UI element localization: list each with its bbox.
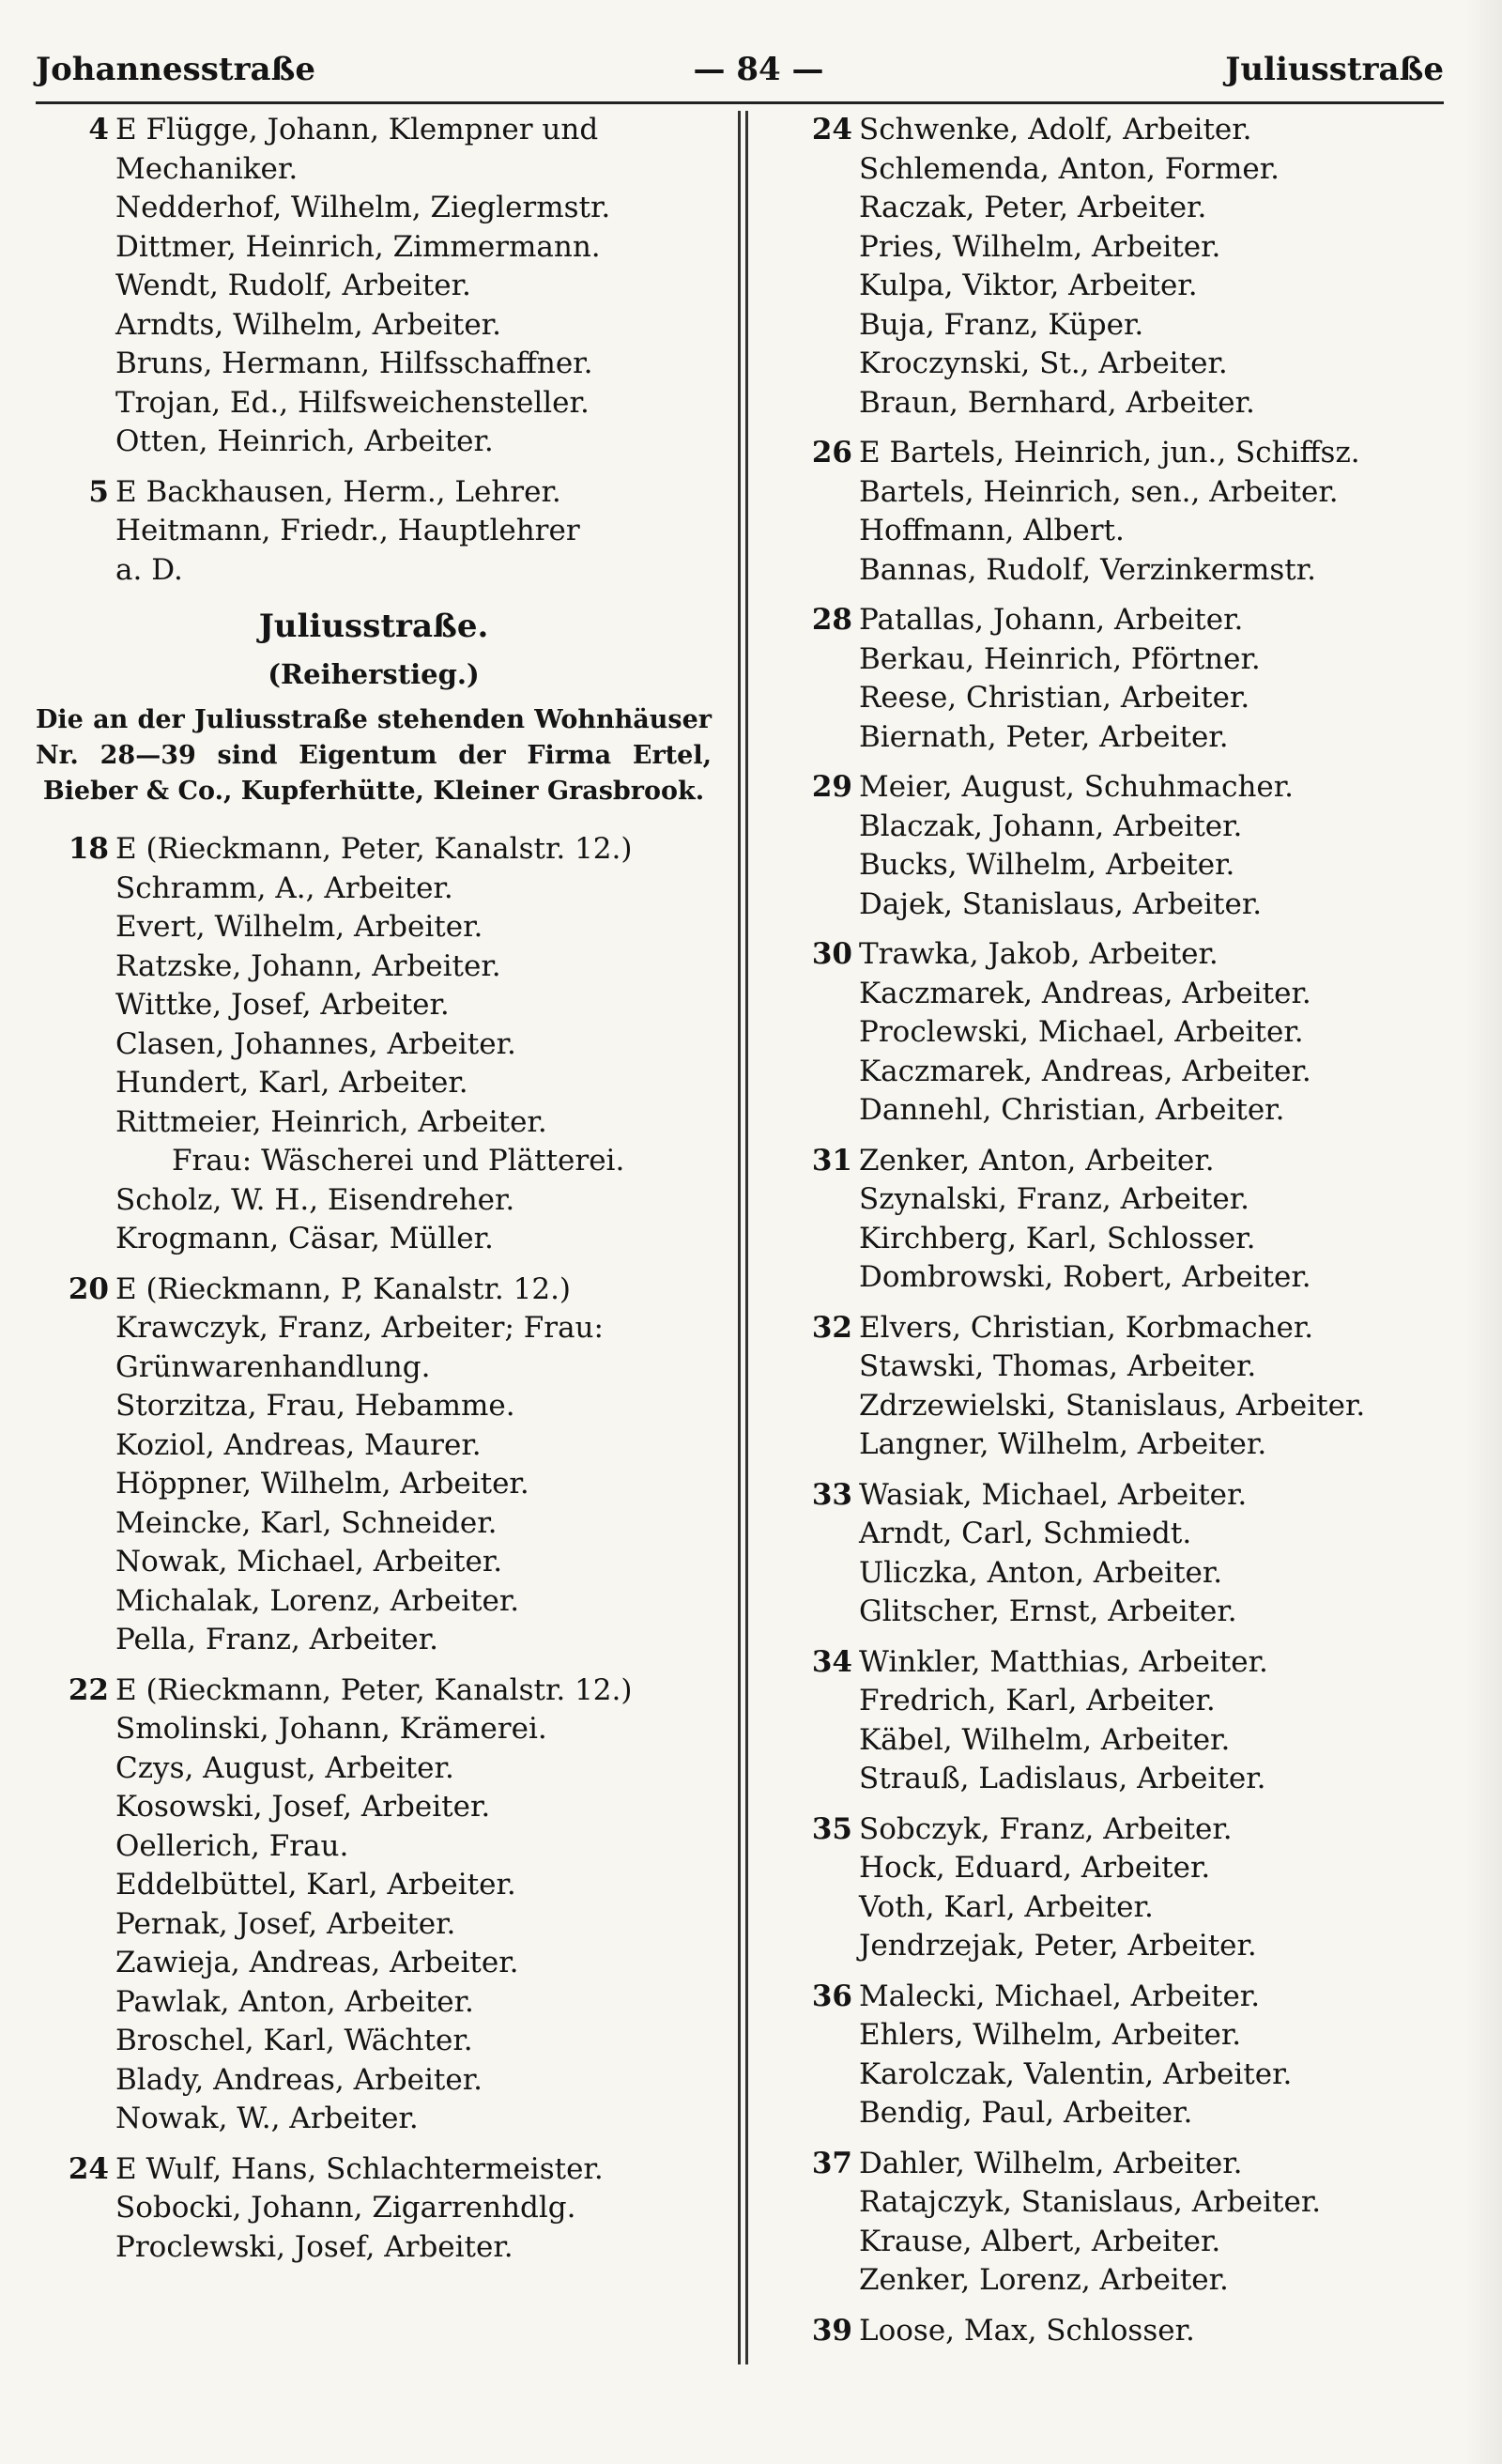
resident-line — [779, 1554, 1455, 1594]
resident-line — [36, 1710, 712, 1749]
resident-text: Jendrzejak, Peter, Arbeiter. — [859, 1929, 1257, 1963]
column-divider — [745, 111, 748, 2364]
resident-text: Dombrowski, Robert, Arbeiter. — [859, 1260, 1311, 1294]
resident-line — [36, 384, 712, 424]
resident-line — [779, 345, 1455, 384]
resident-text: Ratajczyk, Stanislaus, Arbeiter. — [859, 2185, 1322, 2219]
resident-text: Evert, Wilhelm, Arbeiter. — [115, 910, 483, 944]
resident-text: Dannehl, Christian, Arbeiter. — [859, 1093, 1285, 1127]
resident-line — [779, 2183, 1455, 2223]
resident-line — [779, 1180, 1455, 1220]
resident-line — [36, 1142, 712, 1181]
house-number: 20 — [68, 1271, 109, 1306]
resident-text: Schramm, A., Arbeiter. — [115, 870, 453, 905]
resident-text: Rittmeier, Heinrich, Arbeiter. — [115, 1104, 547, 1139]
resident-line — [36, 150, 712, 190]
street-subtitle: (Reiherstieg.) — [268, 658, 480, 690]
resident-line — [779, 1927, 1455, 1966]
resident-line — [779, 150, 1455, 190]
resident-line — [36, 908, 712, 947]
resident-text: Kroczynski, St., Arbeiter. — [859, 346, 1228, 380]
resident-text: Sobczyk, Franz, Arbeiter. — [859, 1811, 1233, 1846]
resident-text: Wasiak, Michael, Arbeiter. — [859, 1477, 1248, 1512]
column-divider — [738, 111, 741, 2364]
resident-text: E (Rieckmann, Peter, Kanalstr. 12.) — [115, 832, 633, 866]
resident-line — [36, 1543, 712, 1582]
resident-line — [779, 512, 1455, 551]
street-section — [36, 601, 712, 809]
resident-line — [779, 228, 1455, 268]
resident-line — [36, 306, 712, 346]
resident-text: Kaczmarek, Andreas, Arbeiter. — [859, 976, 1311, 1010]
resident-line — [36, 1788, 712, 1827]
resident-line — [779, 1888, 1455, 1928]
resident-line — [779, 975, 1455, 1014]
resident-line — [779, 2223, 1455, 2262]
resident-text: Arndts, Wilhelm, Arbeiter. — [115, 307, 501, 342]
house-number: 36 — [811, 1979, 852, 2013]
resident-text: Ratzske, Johann, Arbeiter. — [115, 948, 501, 983]
resident-text: Nedderhof, Wilhelm, Zieglermstr. — [115, 191, 611, 224]
resident-text: Zenker, Lorenz, Arbeiter. — [859, 2263, 1229, 2297]
house-entry — [36, 2150, 712, 2268]
resident-line — [779, 267, 1455, 306]
resident-text: Scholz, W. H., Eisendreher. — [115, 1182, 515, 1217]
left-entries-top — [36, 111, 712, 590]
resident-text: Trojan, Ed., Hilfsweichensteller. — [115, 385, 590, 420]
resident-line — [36, 1749, 712, 1789]
resident-text: Meier, August, Schuhmacher. — [859, 770, 1295, 804]
resident-line — [36, 2228, 712, 2268]
resident-text: Pries, Wilhelm, Arbeiter. — [859, 229, 1221, 264]
resident-text: Eddelbüttel, Karl, Arbeiter. — [115, 1868, 516, 1902]
resident-text: Michalak, Lorenz, Arbeiter. — [115, 1583, 520, 1618]
resident-text: Stawski, Thomas, Arbeiter. — [859, 1349, 1257, 1383]
resident-text: Sobocki, Johann, Zigarrenhdlg. — [115, 2191, 576, 2225]
resident-text: Proclewski, Michael, Arbeiter. — [859, 1015, 1304, 1049]
entry-first-line — [779, 434, 1455, 473]
entry-first-line — [779, 768, 1455, 808]
right-entries — [779, 111, 1455, 2350]
resident-text: Bartels, Heinrich, sen., Arbeiter. — [859, 474, 1339, 509]
resident-text: Nowak, W., Arbeiter. — [115, 2102, 419, 2135]
resident-text: Wendt, Rudolf, Arbeiter. — [115, 269, 471, 302]
resident-text: Malecki, Michael, Arbeiter. — [859, 1979, 1261, 2013]
entry-first-line — [779, 1810, 1455, 1850]
house-number: 26 — [811, 436, 852, 470]
resident-line — [779, 2056, 1455, 2095]
header-left-street: Johannesstraße — [36, 51, 315, 88]
resident-text: Pawlak, Anton, Arbeiter. — [115, 1984, 474, 2019]
house-number: 37 — [811, 2146, 852, 2180]
resident-line — [36, 1465, 712, 1504]
resident-text: Czys, August, Arbeiter. — [115, 1750, 454, 1785]
resident-text: Ehlers, Wilhelm, Arbeiter. — [859, 2018, 1242, 2052]
house-number: 4 — [88, 113, 109, 146]
resident-text: E Flügge, Johann, Klempner und — [115, 113, 599, 146]
resident-line — [779, 306, 1455, 346]
resident-line — [779, 1721, 1455, 1761]
resident-text: Braun, Bernhard, Arbeiter. — [859, 385, 1255, 420]
resident-line — [779, 640, 1455, 680]
house-number: 31 — [811, 1143, 852, 1178]
entry-first-line — [36, 2150, 712, 2190]
house-number: 30 — [811, 937, 852, 971]
house-entry — [36, 473, 712, 591]
resident-text: Käbel, Wilhelm, Arbeiter. — [859, 1722, 1231, 1757]
resident-text: E (Rieckmann, Peter, Kanalstr. 12.) — [115, 1672, 633, 1707]
resident-line — [779, 1849, 1455, 1888]
resident-text: Krawczyk, Franz, Arbeiter; Frau: — [115, 1311, 604, 1345]
house-entry — [779, 1978, 1455, 2133]
resident-line — [36, 1064, 712, 1103]
resident-line — [779, 718, 1455, 758]
resident-line — [36, 267, 712, 306]
resident-text: Dahler, Wilhelm, Arbeiter. — [859, 2146, 1243, 2180]
resident-text: Patallas, Johann, Arbeiter. — [859, 603, 1244, 637]
resident-text: Reese, Christian, Arbeiter. — [859, 681, 1250, 715]
house-entry — [779, 1309, 1455, 1465]
running-header — [36, 51, 1444, 98]
resident-text: Raczak, Peter, Arbeiter. — [859, 191, 1207, 224]
street-title: Juliusstraße. — [258, 608, 489, 645]
resident-line — [779, 1425, 1455, 1465]
resident-line — [779, 2094, 1455, 2133]
resident-line — [779, 1593, 1455, 1632]
resident-line — [779, 886, 1455, 925]
house-entry — [779, 768, 1455, 924]
house-entry — [36, 1671, 712, 2139]
resident-text: Buja, Franz, Küper. — [859, 307, 1144, 342]
resident-text: E (Rieckmann, P, Kanalstr. 12.) — [115, 1271, 572, 1306]
resident-text: Kaczmarek, Andreas, Arbeiter. — [859, 1054, 1311, 1088]
resident-line — [36, 1181, 712, 1221]
entry-first-line — [36, 111, 712, 150]
entry-first-line — [779, 1978, 1455, 2017]
entry-first-line — [779, 1476, 1455, 1516]
resident-text: Bendig, Paul, Arbeiter. — [859, 2096, 1193, 2130]
resident-line — [36, 1582, 712, 1622]
resident-line — [36, 2189, 712, 2228]
resident-text: E Wulf, Hans, Schlachtermeister. — [115, 2151, 604, 2186]
ownership-notice: Die an der Juliusstraße stehenden Wohnhäuser Nr. 28—39 sind Eigentum der Firma Ertel, Bieber & Co., Kupferhütte, Kleiner Grasbrook. — [36, 705, 712, 806]
house-number: 29 — [811, 770, 852, 804]
entry-first-line — [779, 1142, 1455, 1181]
resident-text: Biernath, Peter, Arbeiter. — [859, 719, 1229, 754]
resident-text: Mechaniker. — [115, 151, 299, 186]
resident-line — [36, 1426, 712, 1466]
facing-page-bleed — [1464, 0, 1502, 2464]
resident-text: Berkau, Heinrich, Pförtner. — [859, 641, 1261, 676]
resident-line — [779, 1348, 1455, 1387]
resident-text: Wittke, Josef, Arbeiter. — [115, 988, 450, 1022]
resident-text: Trawka, Jakob, Arbeiter. — [859, 937, 1218, 971]
resident-line — [779, 1258, 1455, 1298]
house-number: 18 — [68, 832, 109, 866]
resident-text: Karolczak, Valentin, Arbeiter. — [859, 2056, 1293, 2091]
resident-line — [36, 2100, 712, 2139]
resident-line — [779, 808, 1455, 847]
resident-text: Kosowski, Josef, Arbeiter. — [115, 1790, 491, 1824]
resident-text: Otten, Heinrich, Arbeiter. — [115, 424, 494, 458]
resident-text: Blady, Andreas, Arbeiter. — [115, 2062, 483, 2097]
resident-line — [779, 1013, 1455, 1053]
house-entry — [779, 434, 1455, 590]
resident-text: Kulpa, Viktor, Arbeiter. — [859, 269, 1198, 302]
header-right-street: Juliusstraße — [1225, 51, 1444, 88]
resident-text: Krause, Albert, Arbeiter. — [859, 2224, 1221, 2258]
resident-line — [36, 1387, 712, 1426]
resident-line — [36, 1944, 712, 1983]
resident-line — [36, 1504, 712, 1544]
resident-line — [36, 870, 712, 909]
entry-first-line — [779, 111, 1455, 150]
resident-line — [36, 228, 712, 268]
resident-line — [779, 1091, 1455, 1131]
resident-line — [36, 423, 712, 462]
house-entry — [779, 1643, 1455, 1799]
resident-text: Hoffmann, Albert. — [859, 514, 1125, 547]
resident-text: Grünwarenhandlung. — [115, 1349, 431, 1384]
right-column — [779, 111, 1455, 2362]
house-entry — [36, 1270, 712, 1660]
resident-line — [36, 2022, 712, 2061]
left-entries — [36, 830, 712, 2267]
resident-line — [779, 679, 1455, 718]
resident-text: Meincke, Karl, Schneider. — [115, 1505, 498, 1540]
header-rule — [36, 101, 1444, 104]
entry-first-line — [36, 473, 712, 513]
resident-text: Langner, Wilhelm, Arbeiter. — [859, 1427, 1267, 1461]
resident-line — [36, 947, 712, 987]
resident-line — [779, 1220, 1455, 1259]
house-number: 34 — [811, 1644, 852, 1679]
left-column — [36, 111, 712, 2278]
house-entry — [779, 601, 1455, 757]
resident-text: Hundert, Karl, Arbeiter. — [115, 1066, 468, 1100]
resident-line — [36, 986, 712, 1025]
resident-line — [779, 1053, 1455, 1092]
resident-line — [36, 1905, 712, 1945]
entry-first-line — [779, 601, 1455, 640]
house-number: 32 — [811, 1310, 852, 1345]
resident-line — [36, 1025, 712, 1065]
resident-text: Storzitza, Frau, Hebamme. — [115, 1389, 515, 1423]
resident-line — [779, 2261, 1455, 2301]
house-entry — [36, 830, 712, 1259]
resident-text: Dajek, Stanislaus, Arbeiter. — [859, 886, 1263, 921]
house-entry — [779, 2145, 1455, 2301]
house-number: 5 — [88, 474, 109, 509]
resident-text: Bruns, Hermann, Hilfsschaffner. — [115, 346, 593, 380]
resident-line — [36, 1866, 712, 1905]
house-number: 33 — [811, 1477, 852, 1512]
resident-text: Szynalski, Franz, Arbeiter. — [859, 1182, 1249, 1216]
house-number: 24 — [811, 113, 852, 146]
entry-first-line — [779, 2145, 1455, 2184]
resident-line — [779, 1682, 1455, 1721]
house-number: 35 — [811, 1811, 852, 1846]
house-entry — [779, 1810, 1455, 1966]
resident-line — [36, 1621, 712, 1660]
resident-text: a. D. — [115, 552, 183, 587]
resident-line — [779, 384, 1455, 424]
resident-text: Blaczak, Johann, Arbeiter. — [859, 808, 1243, 843]
house-entry — [779, 1476, 1455, 1632]
resident-text: E Bartels, Heinrich, jun., Schiffsz. — [859, 436, 1360, 470]
resident-text: Voth, Karl, Arbeiter. — [859, 1889, 1154, 1924]
resident-line — [36, 1309, 712, 1348]
resident-text: Heitmann, Friedr., Hauptlehrer — [115, 514, 580, 547]
resident-text: Zdrzewielski, Stanislaus, Arbeiter. — [859, 1388, 1366, 1423]
resident-line — [779, 551, 1455, 591]
resident-text: Krogmann, Cäsar, Müller. — [115, 1222, 494, 1255]
resident-line — [36, 1827, 712, 1867]
house-number: 22 — [68, 1672, 109, 1707]
entry-first-line — [36, 1671, 712, 1711]
entry-first-line — [36, 1270, 712, 1310]
house-number: 24 — [68, 2151, 109, 2186]
resident-line — [36, 1983, 712, 2023]
resident-text: Glitscher, Ernst, Arbeiter. — [859, 1594, 1237, 1628]
house-entry — [779, 1142, 1455, 1298]
resident-text: Strauß, Ladislaus, Arbeiter. — [859, 1762, 1266, 1795]
resident-line — [779, 1387, 1455, 1426]
resident-text: Clasen, Johannes, Arbeiter. — [115, 1026, 516, 1061]
resident-text: Pella, Franz, Arbeiter. — [115, 1623, 439, 1656]
resident-text: Kirchberg, Karl, Schlosser. — [859, 1221, 1256, 1255]
resident-text: Bucks, Wilhelm, Arbeiter. — [859, 848, 1235, 882]
resident-line — [779, 1515, 1455, 1554]
resident-text: Smolinski, Johann, Krämerei. — [115, 1712, 547, 1746]
resident-line — [779, 846, 1455, 886]
resident-line — [36, 551, 712, 591]
entry-first-line — [779, 935, 1455, 975]
entry-first-line — [779, 1643, 1455, 1683]
resident-text: Pernak, Josef, Arbeiter. — [115, 1906, 456, 1941]
resident-text: Schwenke, Adolf, Arbeiter. — [859, 113, 1252, 146]
resident-text: Schlemenda, Anton, Former. — [859, 151, 1280, 186]
entry-first-line — [779, 1309, 1455, 1348]
page-number: — 84 — — [693, 51, 824, 88]
house-entry — [779, 2312, 1455, 2351]
resident-line — [36, 1103, 712, 1143]
resident-text: Loose, Max, Schlosser. — [859, 2313, 1195, 2348]
resident-line — [36, 2061, 712, 2101]
resident-text: Oellerich, Frau. — [115, 1828, 349, 1863]
resident-line — [36, 512, 712, 551]
house-number: 39 — [811, 2313, 852, 2348]
resident-line — [36, 345, 712, 384]
resident-text: Arndt, Carl, Schmiedt. — [859, 1517, 1192, 1550]
resident-text: Bannas, Rudolf, Verzinkermstr. — [859, 552, 1316, 587]
resident-text: E Backhausen, Herm., Lehrer. — [115, 474, 561, 509]
resident-text: Proclewski, Josef, Arbeiter. — [115, 2229, 513, 2264]
resident-text: Frau: Wäscherei und Plätterei. — [172, 1144, 625, 1178]
house-entry — [779, 111, 1455, 423]
resident-text: Dittmer, Heinrich, Zimmermann. — [115, 229, 601, 264]
resident-text: Zawieja, Andreas, Arbeiter. — [115, 1946, 519, 1979]
resident-text: Zenker, Anton, Arbeiter. — [859, 1143, 1215, 1178]
resident-text: Koziol, Andreas, Maurer. — [115, 1427, 482, 1462]
resident-text: Broschel, Karl, Wächter. — [115, 2024, 473, 2057]
resident-text: Nowak, Michael, Arbeiter. — [115, 1545, 503, 1578]
resident-line — [779, 189, 1455, 228]
resident-line — [36, 1220, 712, 1259]
house-entry — [36, 111, 712, 462]
house-entry — [779, 935, 1455, 1131]
resident-line — [779, 473, 1455, 513]
resident-text: Elvers, Christian, Korbmacher. — [859, 1310, 1314, 1345]
resident-line — [36, 189, 712, 228]
resident-line — [779, 2016, 1455, 2056]
resident-text: Fredrich, Karl, Arbeiter. — [859, 1684, 1216, 1717]
resident-text: Höppner, Wilhelm, Arbeiter. — [115, 1467, 529, 1501]
house-number: 28 — [811, 603, 852, 637]
entry-first-line — [779, 2312, 1455, 2351]
resident-line — [36, 1348, 712, 1388]
entry-first-line — [36, 830, 712, 870]
resident-text: Uliczka, Anton, Arbeiter. — [859, 1555, 1223, 1590]
resident-text: Winkler, Matthias, Arbeiter. — [859, 1644, 1268, 1679]
resident-line — [779, 1760, 1455, 1799]
resident-text: Hock, Eduard, Arbeiter. — [859, 1851, 1211, 1885]
